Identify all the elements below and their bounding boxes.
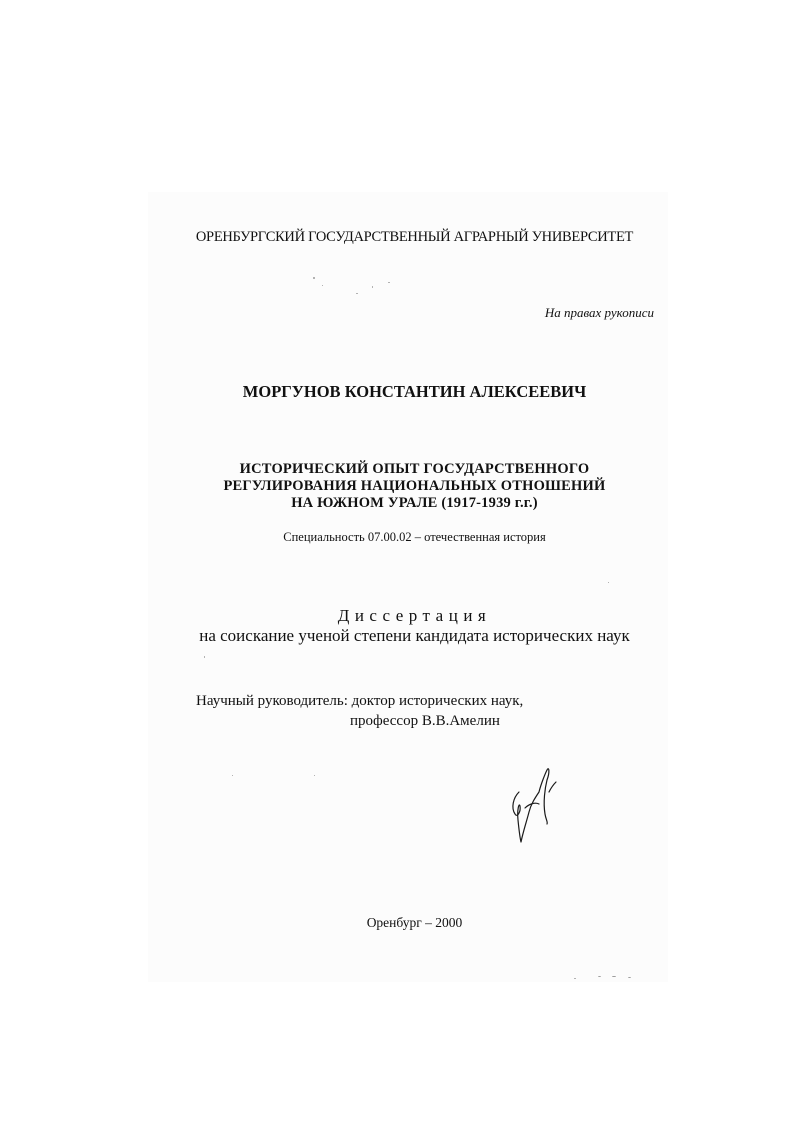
scan-speck (612, 976, 616, 977)
city-year: Оренбург – 2000 (366, 915, 463, 930)
scan-speck (372, 286, 373, 288)
scan-speck (232, 775, 233, 776)
advisor-line-2: профессор В.В.Амелин (350, 713, 500, 729)
scan-speck (204, 656, 205, 658)
title-line-1: ИСТОРИЧЕСКИЙ ОПЫТ ГОСУДАРСТВЕННОГО (239, 461, 590, 477)
dissertation-title (0, 461, 795, 512)
dissertation-heading: Диссертация (337, 606, 492, 625)
scan-speck (314, 775, 315, 776)
title-line-2: РЕГУЛИРОВАНИЯ НАЦИОНАЛЬНЫХ ОТНОШЕНИЙ (223, 478, 606, 494)
scan-speck (598, 976, 601, 977)
scan-speck (322, 285, 323, 286)
advisor-line-1: Научный руководитель: доктор исторических наук, (196, 693, 524, 709)
scan-speck (628, 977, 631, 978)
scan-speck (574, 978, 576, 979)
specialty-line: Специальность 07.00.02 – отечественная история (283, 530, 546, 544)
scan-speck (313, 277, 315, 279)
dissertation-subtitle: на соискание ученой степени кандидата исторических наук (199, 626, 630, 645)
scan-speck (388, 282, 390, 283)
handwritten-signature (505, 762, 565, 847)
scan-speck (356, 293, 358, 294)
title-line-3: НА ЮЖНОМ УРАЛЕ (1917-1939 г.г.) (291, 495, 538, 511)
university-name: ОРЕНБУРГСКИЙ ГОСУДАРСТВЕННЫЙ АГРАРНЫЙ УНИВЕРСИТЕТ (195, 229, 634, 245)
rights-note: На правах рукописи (544, 305, 654, 320)
author-name: МОРГУНОВ КОНСТАНТИН АЛЕКСЕЕВИЧ (242, 382, 587, 401)
scan-speck (608, 582, 609, 583)
